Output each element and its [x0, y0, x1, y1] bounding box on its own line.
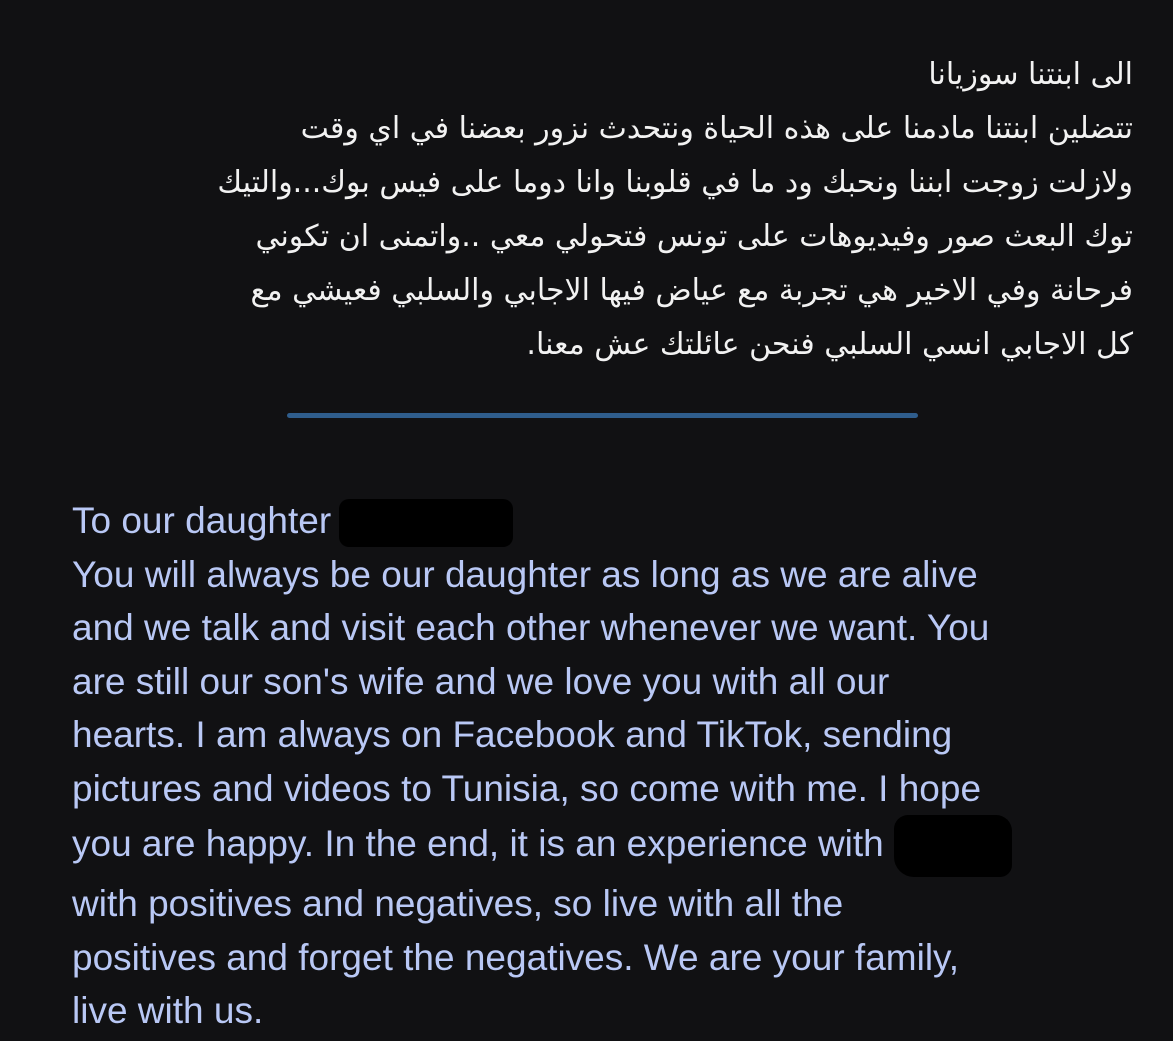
- translation-line: are still our son's wife and we love you with all our: [72, 660, 890, 702]
- translation-line: live with us.: [72, 990, 264, 1031]
- translation-line: pictures and videos to Tunisia, so come with me. I hope: [72, 767, 982, 809]
- arabic-line: فرحانة وفي الاخير هي تجربة مع عياض فيها الاجابي والسلبي فعيشي مع: [250, 273, 1133, 308]
- arabic-line: ولازلت زوجت ابننا ونحبك ود ما في قلوبنا وانا دوما على فيس بوك...والتيك: [217, 165, 1133, 200]
- translation-line: hearts. I am always on Facebook and TikTok, sending: [72, 714, 953, 755]
- redaction-mark: [894, 815, 1012, 877]
- redaction-mark: [339, 499, 513, 547]
- translation-line: and we talk and visit each other whenever we want. You: [72, 607, 990, 648]
- translated-message: [72, 494, 1142, 1038]
- arabic-line: كل الاجابي انسي السلبي فنحن عائلتك عش معنا.: [526, 327, 1133, 362]
- translation-greeting-line: [72, 494, 1142, 548]
- translation-greeting: To our daughter: [72, 500, 332, 541]
- translation-line: positives and forget the negatives. We are your family,: [72, 936, 960, 978]
- arabic-message: [43, 48, 1133, 372]
- translation-line: with positives and negatives, so live with all the: [72, 883, 844, 924]
- translation-line: You will always be our daughter as long as we are alive: [72, 553, 978, 595]
- translation-line-text: you are happy. In the end, it is an experience with: [72, 822, 884, 864]
- translation-line-redacted: [72, 815, 1142, 877]
- arabic-line: توك البعث صور وفيديوهات على تونس فتحولي معي ..واتمنى ان تكوني: [255, 219, 1133, 254]
- arabic-line: تتضلين ابنتنا مادمنا على هذه الحياة ونتحدث نزور بعضنا في اي وقت: [300, 111, 1133, 146]
- translation-divider: [287, 413, 918, 418]
- arabic-line-greeting: الى ابنتنا سوزيانا: [928, 57, 1133, 92]
